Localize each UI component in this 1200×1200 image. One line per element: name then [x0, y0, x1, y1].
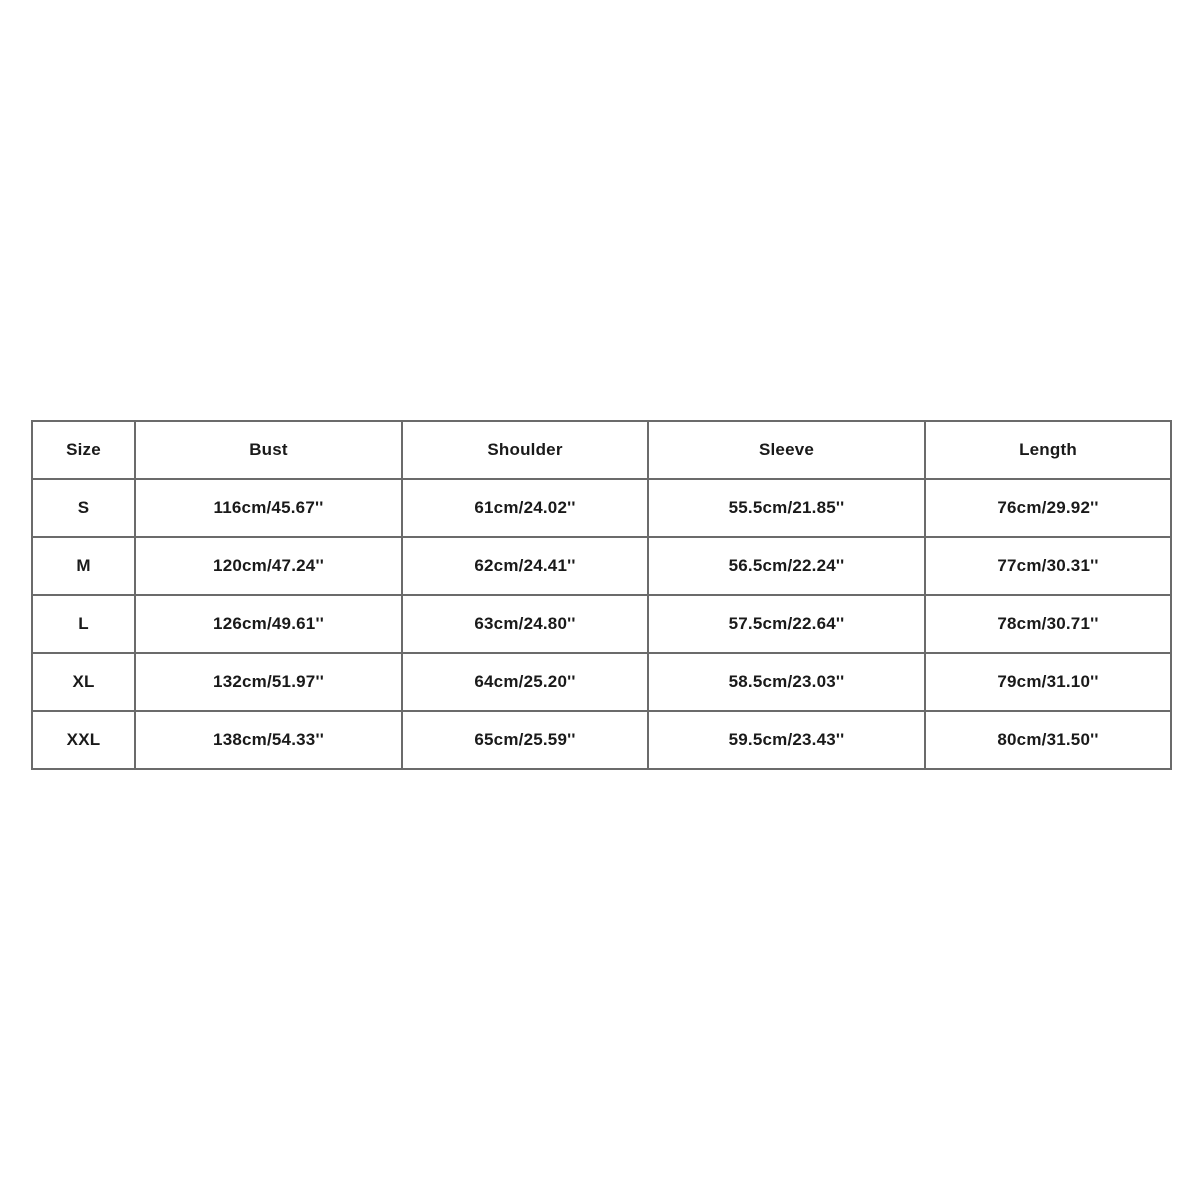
cell-shoulder: 64cm/25.20'': [402, 653, 648, 711]
cell-bust: 120cm/47.24'': [135, 537, 402, 595]
cell-bust: 126cm/49.61'': [135, 595, 402, 653]
cell-sleeve: 55.5cm/21.85'': [648, 479, 925, 537]
table-row: [32, 653, 1171, 711]
cell-sleeve: 59.5cm/23.43'': [648, 711, 925, 769]
header-length: Length: [925, 421, 1171, 479]
cell-length: 78cm/30.71'': [925, 595, 1171, 653]
cell-sleeve: 57.5cm/22.64'': [648, 595, 925, 653]
cell-size: M: [32, 537, 135, 595]
cell-bust: 138cm/54.33'': [135, 711, 402, 769]
cell-size: XXL: [32, 711, 135, 769]
cell-length: 79cm/31.10'': [925, 653, 1171, 711]
table-row: [32, 711, 1171, 769]
header-bust: Bust: [135, 421, 402, 479]
header-size: Size: [32, 421, 135, 479]
cell-shoulder: 63cm/24.80'': [402, 595, 648, 653]
cell-length: 76cm/29.92'': [925, 479, 1171, 537]
cell-size: XL: [32, 653, 135, 711]
table-row: [32, 595, 1171, 653]
header-row: [32, 421, 1171, 479]
cell-size: L: [32, 595, 135, 653]
table-row: [32, 537, 1171, 595]
cell-shoulder: 61cm/24.02'': [402, 479, 648, 537]
cell-sleeve: 58.5cm/23.03'': [648, 653, 925, 711]
cell-length: 77cm/30.31'': [925, 537, 1171, 595]
header-shoulder: Shoulder: [402, 421, 648, 479]
cell-shoulder: 65cm/25.59'': [402, 711, 648, 769]
cell-bust: 116cm/45.67'': [135, 479, 402, 537]
size-chart-table: [31, 420, 1172, 770]
cell-bust: 132cm/51.97'': [135, 653, 402, 711]
header-sleeve: Sleeve: [648, 421, 925, 479]
cell-shoulder: 62cm/24.41'': [402, 537, 648, 595]
table-row: [32, 479, 1171, 537]
cell-sleeve: 56.5cm/22.24'': [648, 537, 925, 595]
cell-size: S: [32, 479, 135, 537]
cell-length: 80cm/31.50'': [925, 711, 1171, 769]
